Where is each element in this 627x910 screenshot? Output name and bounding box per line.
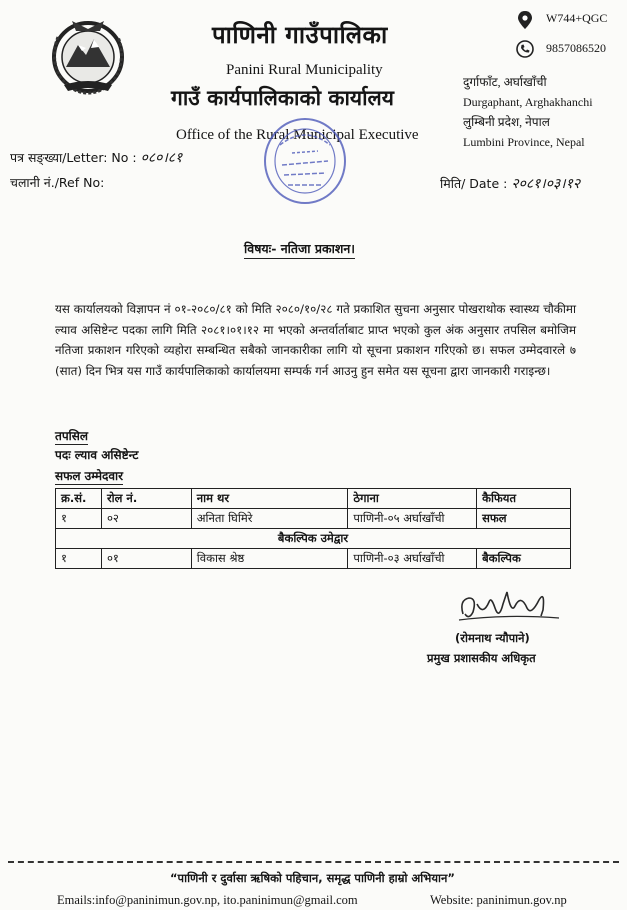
date-value: २०८१।०३।१२	[511, 176, 581, 192]
address-line: Durgaphant, Arghakhanchi	[463, 95, 593, 109]
municipality-title-english: Panini Rural Municipality	[226, 62, 383, 78]
table-cell: १	[56, 509, 102, 529]
letter-date	[440, 174, 580, 193]
nepal-emblem-icon	[44, 15, 132, 97]
footer-divider	[8, 861, 619, 863]
address-line: लुम्बिनी प्रदेश, नेपाल	[463, 115, 550, 129]
address-line: Lumbini Province, Nepal	[463, 135, 585, 149]
alternate-heading-row	[56, 529, 571, 549]
location-pin-icon	[516, 10, 534, 30]
office-title-english: Office of the Rural Municipal Executive	[176, 127, 419, 143]
notice-body: यस कार्यालयको विज्ञापन नं ०१-२०८०/८१ को मिति २०८०/१०/२८ गते प्रकाशित सुचना अनुसार पोखराथोक स्वास्थ्य चौकीमा ल्याव असिष्टेन्ट पदका लागि मिति २०८१।०१।१२ मा भएको अन्तर्वार्ताबाट प्राप्त भएको कुल अंक अनुसार तपसिल बमोजिम नतिजा प्रकाशन गरिएको व्यहोरा सम्बन्धित सबैको जानकारीका लागि यो सूचना प्रकाशन गरिएको छ। सफल उम्मेदवारले ७ (सात) दिन भित्र यस गाउँ कार्यपालिकाको कार्यालयमा सम्पर्क गर्न आउनु हुन समेत यस सूचना द्वारा जानकारी गराइन्छ।	[55, 302, 576, 378]
table-cell: बैकल्पिक	[477, 549, 571, 569]
table-row	[56, 549, 571, 569]
column-header: ठेगाना	[348, 489, 477, 509]
signer-title: प्रमुख प्रशासकीय अधिकृत	[427, 651, 536, 665]
letter-number-label: पत्र सङ्ख्या/Letter: No :	[10, 150, 137, 165]
column-header: नाम थर	[191, 489, 348, 509]
ref-number-label: चलानी नं./Ref No:	[10, 175, 105, 190]
result-table	[55, 488, 571, 569]
table-cell: पाणिनी-०५ अर्घाखाँची	[348, 509, 477, 529]
office-stamp-icon	[260, 115, 350, 207]
date-label: मिति/ Date :	[440, 176, 508, 191]
table-cell: १	[56, 549, 102, 569]
alternate-candidates-heading: बैकल्पिक उमेद्वार	[56, 529, 571, 549]
office-title-nepali: गाउँ कार्यपालिकाको कार्यालय	[171, 85, 394, 110]
table-header-row	[56, 489, 571, 509]
signature-icon	[455, 586, 565, 626]
details-heading: तपसिल	[55, 429, 89, 443]
phone-number: 9857086520	[546, 41, 606, 55]
column-header: रोल नं.	[101, 489, 191, 509]
signer-name: (रोमनाथ न्यौपाने)	[455, 631, 530, 645]
post-name: पदः ल्याव असिष्टेन्ट	[55, 448, 139, 462]
letter-number-value: ०८०।८१	[140, 150, 183, 166]
plus-code: W744+QGC	[546, 11, 608, 25]
footer-website: Website: paninimun.gov.np	[430, 893, 567, 907]
table-cell: पाणिनी-०३ अर्घाखाँची	[348, 549, 477, 569]
address-line: दुर्गाफाँट, अर्घाखाँची	[463, 75, 547, 89]
table-cell: सफल	[477, 509, 571, 529]
table-cell: विकास श्रेष्ठ	[191, 549, 348, 569]
office-address	[463, 72, 593, 152]
letter-number	[10, 148, 182, 167]
table-cell: ०१	[101, 549, 191, 569]
municipality-title-nepali: पाणिनी गाउँपालिका	[212, 20, 388, 49]
table-row	[56, 509, 571, 529]
table-cell: अनिता घिमिरे	[191, 509, 348, 529]
phone-icon	[516, 40, 534, 58]
column-header: कैफियत	[477, 489, 571, 509]
column-header: क्र.सं.	[56, 489, 102, 509]
successful-candidates-heading: सफल उम्मेदवार	[55, 469, 124, 483]
subject-line: विषयः- नतिजा प्रकाशन।	[244, 240, 355, 259]
table-cell: ०२	[101, 509, 191, 529]
footer-email: Emails:info@paninimun.gov.np, ito.paninimun@gmail.com	[57, 893, 358, 907]
footer-slogan: “पाणिनी र दुर्वासा ऋषिको पहिचान, समृद्ध पाणिनी हाम्रो अभियान”	[170, 871, 455, 885]
